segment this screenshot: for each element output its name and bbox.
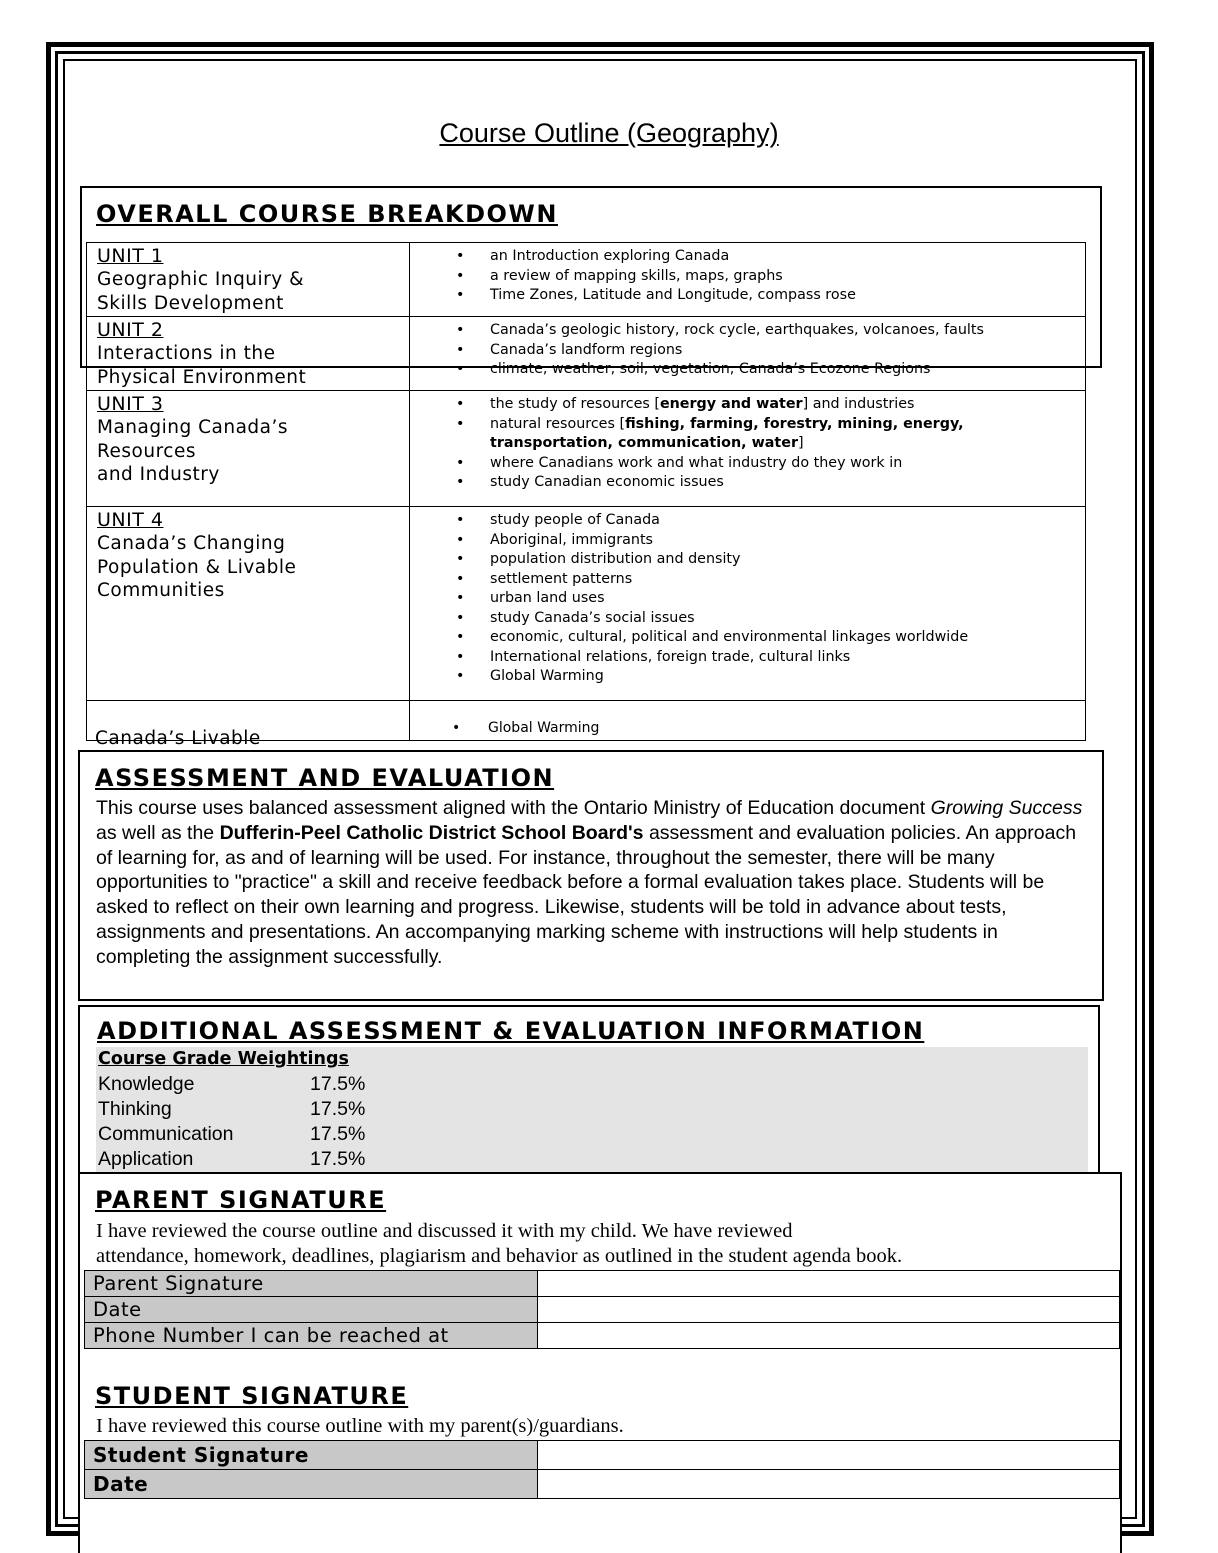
signature-row bbox=[85, 1470, 1120, 1499]
document-reference: Growing Success bbox=[930, 797, 1083, 819]
topic-item: • the study of resources [energy and water] and industries bbox=[490, 395, 1085, 415]
course-breakdown-heading: OVERALL COURSE BREAKDOWN bbox=[96, 200, 558, 228]
grade-weightings-panel bbox=[96, 1047, 1088, 1177]
topic-item: • study Canadian economic issues bbox=[490, 473, 1085, 493]
topic-list bbox=[410, 243, 1085, 312]
unit-number: UNIT 1 bbox=[97, 245, 164, 267]
overflow-topic-text: Global Warming bbox=[488, 720, 600, 736]
topic-list bbox=[410, 391, 1085, 499]
topic-item: • Aboriginal, immigrants bbox=[490, 531, 1085, 551]
topic-item: • urban land uses bbox=[490, 589, 1085, 609]
unit-number: UNIT 4 bbox=[97, 509, 164, 531]
student-date-field[interactable] bbox=[538, 1470, 1120, 1499]
weighting-value: 17.5% bbox=[310, 1148, 366, 1170]
additional-assessment-section bbox=[78, 1005, 1100, 1185]
unit-table bbox=[86, 242, 1086, 741]
unit-row bbox=[87, 391, 1086, 507]
assessment-heading: ASSESSMENT AND EVALUATION bbox=[95, 764, 555, 792]
student-signature-field[interactable] bbox=[538, 1441, 1120, 1470]
weighting-row bbox=[98, 1073, 365, 1096]
weighting-row bbox=[98, 1148, 365, 1171]
unit-title-line: Geographic Inquiry & bbox=[97, 269, 305, 290]
unit-row bbox=[87, 243, 1086, 317]
assessment-paragraph bbox=[96, 796, 1086, 970]
signature-section bbox=[78, 1172, 1122, 1553]
topic-item: • Canada’s landform regions bbox=[490, 341, 1085, 361]
parent-statement-line: attendance, homework, deadlines, plagiarism and behavior as outlined in the student agenda book. bbox=[96, 1245, 903, 1267]
topic-item: • a review of mapping skills, maps, graphs bbox=[490, 267, 1085, 287]
topic-list bbox=[410, 317, 1085, 386]
course-breakdown-section bbox=[80, 186, 1102, 684]
unit-title-line: Population & Livable bbox=[97, 556, 297, 578]
signature-row bbox=[85, 1297, 1120, 1323]
assessment-text: assessment and evaluation policies. An approach of learning for, as and of learning will be used. For instance, throughout the semester, there will be many opportunities to "practice" a skill and receive feedback before a formal evaluation takes place. Students will be asked to reflect on their own learning and progress. Likewise, students will be told in advance about tests, assignments and presentations. An accompanying marking scheme with instructions will help students in completing the assignment successfully. bbox=[96, 821, 1077, 968]
topic-item: • study people of Canada bbox=[490, 511, 1085, 531]
parent-signature-field[interactable] bbox=[538, 1271, 1120, 1297]
topic-item: • settlement patterns bbox=[490, 570, 1085, 590]
assessment-section bbox=[78, 750, 1104, 1001]
parent-signature-heading: PARENT SIGNATURE bbox=[95, 1186, 387, 1214]
weighting-value: 17.5% bbox=[310, 1073, 366, 1095]
grade-weightings-heading: Course Grade Weightings bbox=[98, 1049, 349, 1069]
weighting-row bbox=[98, 1123, 365, 1146]
student-statement: I have reviewed this course outline with my parent(s)/guardians. bbox=[96, 1415, 624, 1437]
student-signature-heading: STUDENT SIGNATURE bbox=[95, 1382, 409, 1410]
overflow-unit-text: Canada’s Livable bbox=[95, 728, 261, 749]
additional-assessment-heading: ADDITIONAL ASSESSMENT & EVALUATION INFORMATION bbox=[97, 1017, 925, 1045]
unit-title-line: Managing Canada’s bbox=[97, 417, 289, 438]
unit-number: UNIT 2 bbox=[97, 319, 164, 341]
weighting-value: 17.5% bbox=[310, 1123, 366, 1145]
assessment-text: This course uses balanced assessment aligned with the Ontario Ministry of Education document bbox=[96, 797, 931, 819]
field-label: Parent Signature bbox=[85, 1271, 538, 1297]
overflow-bullet: • bbox=[452, 720, 461, 736]
weighting-category: Knowledge bbox=[98, 1073, 195, 1095]
parent-statement-line: I have reviewed the course outline and discussed it with my child. We have reviewed bbox=[96, 1220, 793, 1242]
weighting-category: Thinking bbox=[98, 1098, 172, 1120]
topic-item: • Time Zones, Latitude and Longitude, compass rose bbox=[490, 286, 1085, 306]
unit-row bbox=[87, 507, 1086, 701]
field-label: Phone Number I can be reached at bbox=[85, 1323, 538, 1349]
unit-title-line: and Industry bbox=[97, 464, 220, 485]
topic-item: • where Canadians work and what industry do they work in bbox=[490, 454, 1085, 474]
signature-row bbox=[85, 1271, 1120, 1297]
unit-title-line: Interactions in the bbox=[97, 343, 276, 364]
weighting-value: 17.5% bbox=[310, 1098, 366, 1120]
topic-item: • climate, weather, soil, vegetation, Canada’s Ecozone Regions bbox=[490, 360, 1085, 380]
topic-item: • study Canada’s social issues bbox=[490, 609, 1085, 629]
topic-item: • natural resources [fishing, farming, forestry, mining, energy, transportation, communication, water] bbox=[490, 415, 1085, 454]
signature-row bbox=[85, 1323, 1120, 1349]
topic-item: • economic, cultural, political and environmental linkages worldwide bbox=[490, 628, 1085, 648]
topic-item: • an Introduction exploring Canada bbox=[490, 247, 1085, 267]
parent-phone-field[interactable] bbox=[538, 1323, 1120, 1349]
unit-title-line: Skills Development bbox=[97, 292, 284, 314]
unit-number: UNIT 3 bbox=[97, 393, 164, 415]
unit-title-line: Canada’s Changing bbox=[97, 533, 286, 554]
topic-list bbox=[410, 507, 1085, 693]
unit-row bbox=[87, 317, 1086, 391]
signature-row bbox=[85, 1441, 1120, 1470]
unit-title-line: Physical Environment bbox=[97, 366, 307, 388]
weighting-row bbox=[98, 1098, 365, 1121]
topic-item: • Canada’s geologic history, rock cycle, earthquakes, volcanoes, faults bbox=[490, 321, 1085, 341]
topic-item: • population distribution and density bbox=[490, 550, 1085, 570]
weighting-category: Communication bbox=[98, 1123, 234, 1145]
parent-signature-table bbox=[84, 1270, 1120, 1349]
student-signature-table bbox=[84, 1440, 1120, 1499]
unit-title-line: Resources bbox=[97, 440, 196, 462]
weighting-category: Application bbox=[98, 1148, 194, 1170]
unit-title-line: Communities bbox=[97, 580, 225, 601]
topic-item: • International relations, foreign trade, cultural links bbox=[490, 648, 1085, 668]
field-label: Date bbox=[85, 1470, 538, 1499]
board-name: Dufferin-Peel Catholic District School Board's bbox=[219, 821, 644, 844]
document-title: Course Outline (Geography) bbox=[439, 118, 779, 148]
parent-date-field[interactable] bbox=[538, 1297, 1120, 1323]
assessment-text: as well as the bbox=[96, 821, 220, 844]
topic-item: • Global Warming bbox=[490, 667, 1085, 687]
field-label: Date bbox=[85, 1297, 538, 1323]
field-label: Student Signature bbox=[85, 1441, 538, 1470]
